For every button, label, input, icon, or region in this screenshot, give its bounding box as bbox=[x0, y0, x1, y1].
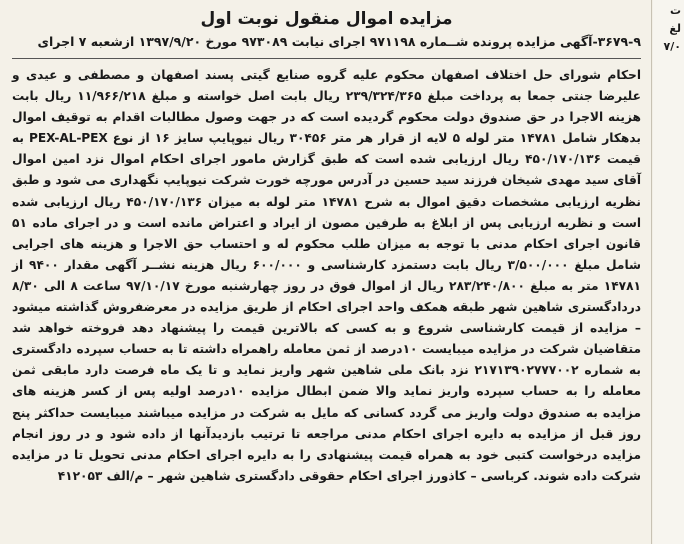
title-divider bbox=[12, 58, 641, 59]
adjacent-text-fragment: لغ bbox=[669, 22, 681, 35]
adjacent-text-fragment: ۷/۰ bbox=[663, 40, 681, 53]
notice-body: احکام شورای حل اختلاف اصفهان محکوم علیه گروه صنایع گیتی پسند اصفهان و مصطفی و عیدی و علیرضا جنتی جمعا به پرداخت مبلغ ۲۳۹/۳۲۴/۳۶۵ ریال بابت اصل خواسته و مبلغ ۱۱/۹۶۶/۲۱۸ ریال بابت هزینه الاجرا در حق صندوق دولت محکوم گردیده است که در جهت وصول مطالبات اقدام به توقیف اموال بدهکار شامل ۱۴۷۸۱ متر لوله ۵ لایه از قرار هر متر ۳۰۴۵۶ ریال نیوپایپ سایز ۱۶ از نوع PEX-AL-PEX به قیمت ۴۵۰/۱۷۰/۱۳۶ ریال ارزیابی شده است که طبق گزارش مامور اجرای احکام اموال نزد امین اموال آقای سید مهدی شیخان فرزند سید حسین در آدرس مورچه خورت شرکت نیوپایپ نگهداری می شود و طبق نظریه ارزیابی مشخصات دقیق اموال به شرح ۱۴۷۸۱ متر لوله به میزان ۴۵۰/۱۷۰/۱۳۶ ریال ارزیابی شده است و نظریه ارزیابی پس از ابلاغ به طرفین مصون از ایراد و اعتراض مانده است و در اجرای ماده ۵۱ قانون اجرای احکام مدنی با توجه به میزان طلب محکوم له و احتساب حق الاجرا و هزینه های اجرایی شامل مبلغ ۳/۵۰۰/۰۰۰ ریال بابت دستمزد کارشناسی و ۶۰۰/۰۰۰ ریال هزینه نشــر آگهی مقدار ۹۴۰۰ از ۱۴۷۸۱ متر به مبلغ ۲۸۳/۲۴۰/۸۰۰ ریال از اموال فوق در روز چهارشنبه مورخ ۹۷/۱۰/۱۷ ساعت ۸ الی ۸/۳۰ دردادگستری شاهین شهر طبقه همکف واحد اجرای احکام از طریق مزایده در معرضفروش گذاشته میشود – مزایده از قیمت کارشناسی شروع و به کسی که بالاترین قیمت را پیشنهاد دهد فروخته خواهد شد متقاضیان شرکت در مزایده میبایست ۱۰درصد از ثمن معامله راهمراه داشته تا به حساب سپرده دادگستری به شماره ۲۱۷۱۳۹۰۲۷۷۷۰۰۲ نزد بانک ملی شاهین شهر واریز نماید و تا یک ماه فرصت دارد مابقی ثمن معامله را به حساب سپرده واریز نماید والا ضمن ابطال مزایده ۱۰درصد اولیه پس از کسر هزینه های مزایده به صندوق دولت واریز می گردد کسانی که مایل به شرکت در مزایده میباشند میبایست حداکثر پنج روز قبل از مزایده به دایره اجرای احکام مدنی مراجعه تا ترتیب بازدیدآنها از داده شود و در روز انجام مزایده درخواست کتبی خود به همراه قیمت پیشنهادی را به دایره اجرای احکام مدنی تحویل تا در مزایده شرکت داده شوند. کرباسی – کاذورز اجرای احکام حقوقی دادگستری شاهین شهر – م/الف ۴۱۲۰۵۳ bbox=[12, 68, 642, 483]
notice-subtitle: ۳۶۷۹-۹-آگهی مزایده پرونده شــماره ۹۷۱۱۹۸ اجرای نیابت ۹۷۳۰۸۹ مورخ ۱۳۹۷/۹/۲۰ ازشعبه ۷ اجرای bbox=[37, 34, 641, 49]
adjacent-text-fragment: ت bbox=[669, 4, 681, 17]
notice-title: مزایده اموال منقول نوبت اول bbox=[200, 9, 453, 29]
adjacent-clipping-edge bbox=[653, 0, 684, 544]
